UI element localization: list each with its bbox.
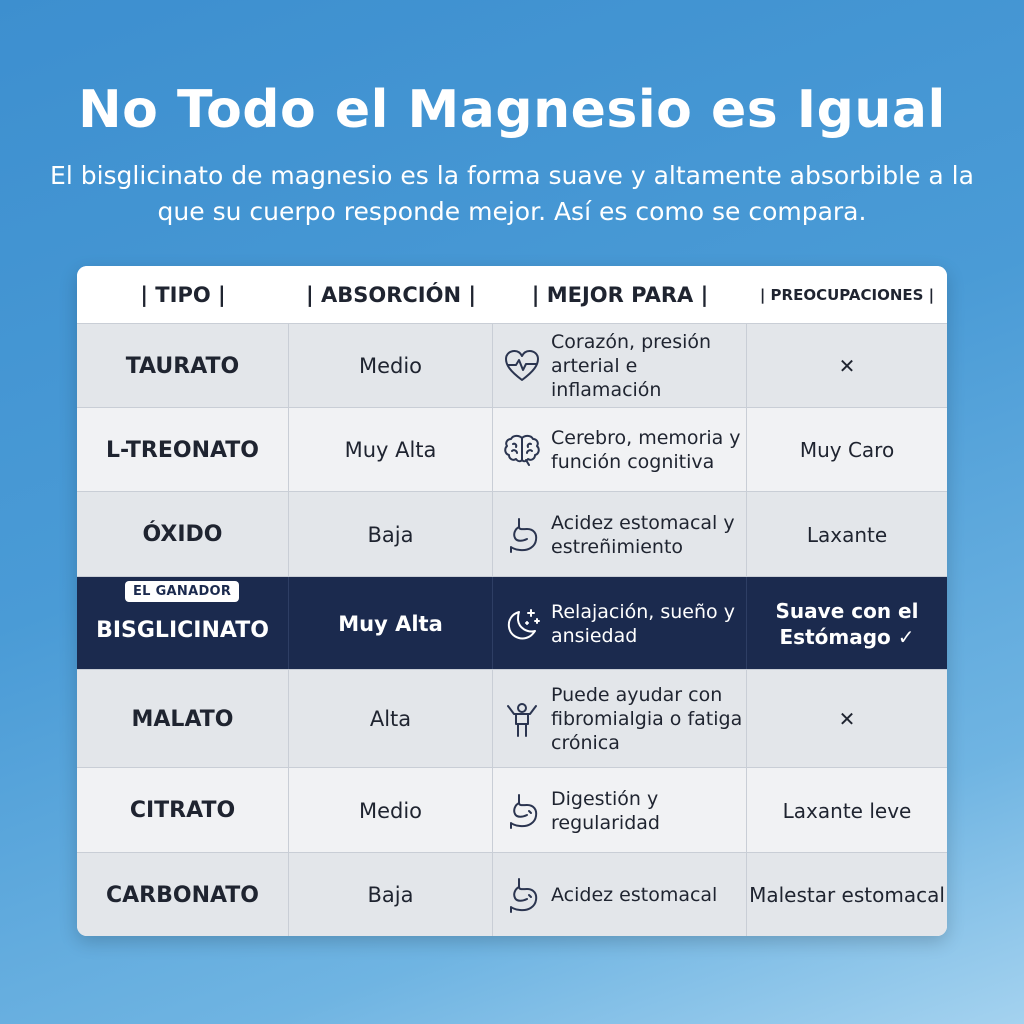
tipo-cell: CARBONATO bbox=[77, 853, 289, 936]
mejor-para-cell bbox=[493, 324, 747, 408]
tipo-cell: TAURATO bbox=[77, 324, 289, 408]
table-row bbox=[77, 407, 947, 492]
table-row bbox=[77, 323, 947, 408]
absorcion-cell: Baja bbox=[289, 492, 493, 577]
absorcion-cell: Medio bbox=[289, 324, 493, 408]
mejor-para-text: Acidez estomacal bbox=[551, 884, 718, 906]
absorcion-cell: Alta bbox=[289, 670, 493, 768]
mejor-para-text: Relajación, sueño y ansiedad bbox=[551, 600, 735, 647]
absorcion-cell: Muy Alta bbox=[289, 408, 493, 492]
preocupaciones-cell: Laxante bbox=[806, 522, 888, 547]
preocupaciones-cell: ✕ bbox=[838, 707, 856, 731]
tipo-cell: ÓXIDO bbox=[77, 492, 289, 577]
preocupaciones-cell: Laxante leve bbox=[782, 798, 912, 823]
absorcion-cell: Baja bbox=[289, 853, 493, 936]
winner-badge: EL GANADOR bbox=[125, 581, 239, 602]
mejor-para-text: Puede ayudar con fibromialgia o fatiga crónica bbox=[551, 684, 743, 754]
mejor-para-cell bbox=[493, 853, 747, 936]
winner-row bbox=[77, 576, 947, 670]
page-title: No Todo el Magnesio es Igual bbox=[78, 80, 946, 140]
table-header bbox=[77, 266, 947, 323]
tipo-text: BISGLICINATO bbox=[96, 618, 269, 643]
mejor-para-text: Acidez estomacal y estreñimiento bbox=[551, 511, 735, 558]
absorcion-cell: Muy Alta bbox=[289, 577, 493, 670]
moon-stars-icon bbox=[503, 605, 541, 643]
mejor-para-cell bbox=[493, 768, 747, 853]
header-preocupaciones: | PREOCUPACIONES | bbox=[747, 266, 947, 323]
header-absorcion: | ABSORCIÓN | bbox=[289, 266, 493, 323]
person-energy-icon bbox=[503, 700, 541, 738]
mejor-para-cell bbox=[493, 670, 747, 768]
header-tipo: | TIPO | bbox=[77, 266, 289, 323]
mejor-para-text: Corazón, presión arterial e inflamación bbox=[551, 331, 712, 401]
mejor-para-cell bbox=[493, 408, 747, 492]
preocupaciones-cell: Suave con el Estómago ✓ bbox=[775, 598, 919, 649]
page-subtitle: El bisglicinato de magnesio es la forma suave y altamente absorbible a la que su cuerpo responde mejor. Así es como se compara. bbox=[50, 161, 974, 226]
table-row bbox=[77, 669, 947, 768]
brain-icon bbox=[503, 431, 541, 469]
comparison-table bbox=[77, 266, 947, 936]
absorcion-cell: Medio bbox=[289, 768, 493, 853]
heart-pulse-icon bbox=[503, 347, 541, 385]
table-row bbox=[77, 852, 947, 936]
preocupaciones-cell: Muy Caro bbox=[799, 438, 895, 462]
stomach-icon bbox=[503, 792, 541, 830]
table-row bbox=[77, 767, 947, 853]
mejor-para-cell bbox=[493, 492, 747, 577]
mejor-para-text: Cerebro, memoria y función cognitiva bbox=[551, 427, 741, 473]
tipo-cell: CITRATO bbox=[77, 768, 289, 853]
mejor-para-text: Digestión y regularidad bbox=[551, 787, 660, 834]
header-mejor-para: | MEJOR PARA | bbox=[493, 266, 747, 323]
tipo-cell: MALATO bbox=[77, 670, 289, 768]
tipo-cell: L-TREONATO bbox=[77, 408, 289, 492]
table-row bbox=[77, 491, 947, 577]
tipo-cell bbox=[77, 577, 289, 670]
preocupaciones-cell: Malestar estomacal bbox=[749, 883, 945, 907]
stomach-icon bbox=[503, 516, 541, 554]
stomach-icon bbox=[503, 876, 541, 914]
preocupaciones-cell: ✕ bbox=[838, 354, 856, 378]
mejor-para-cell bbox=[493, 577, 747, 670]
